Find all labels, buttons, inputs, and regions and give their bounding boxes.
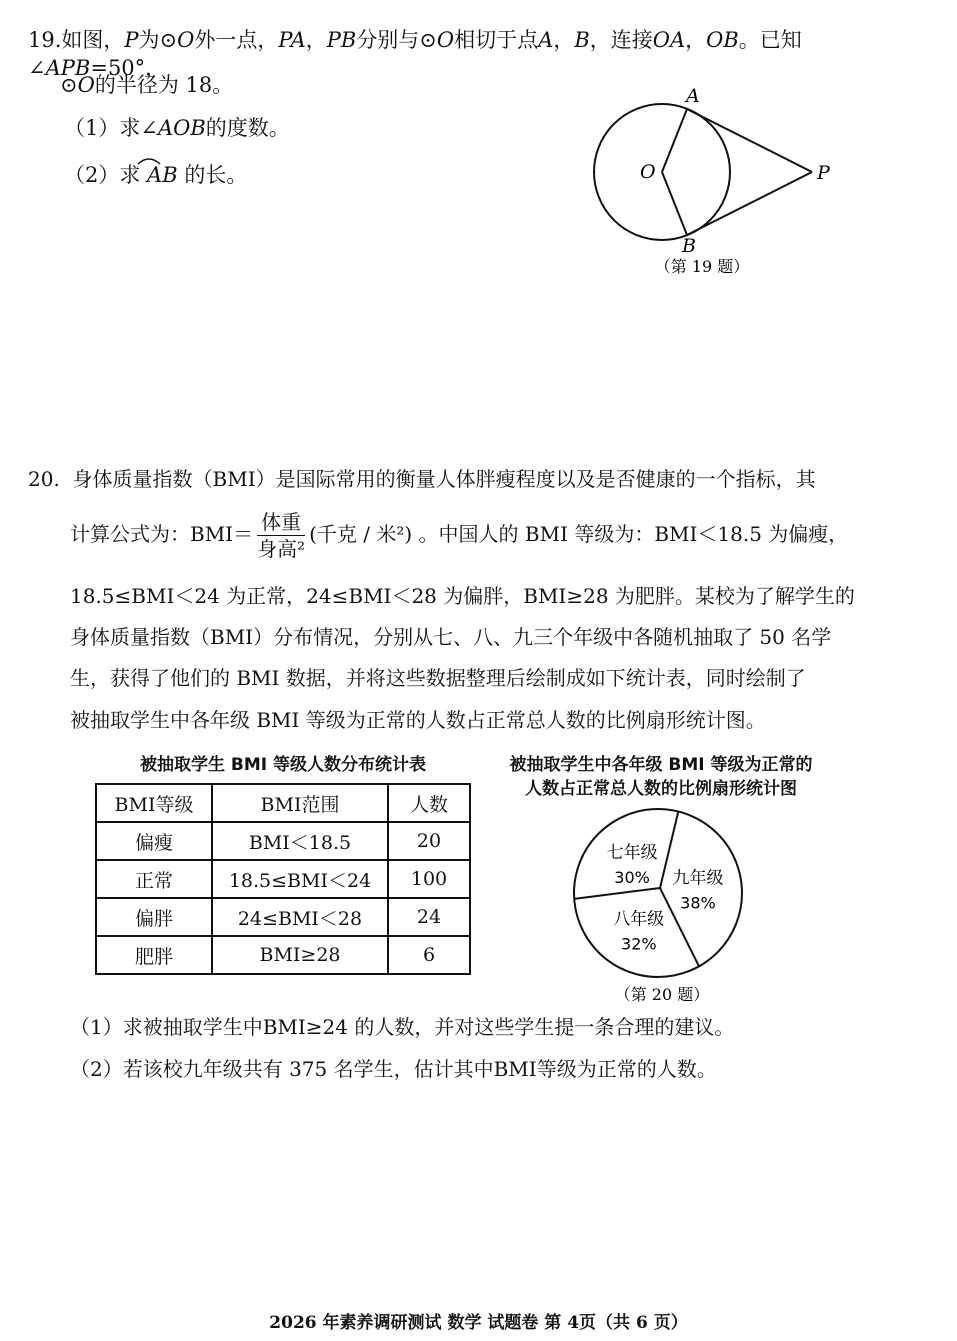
text-fragment: 的长。 [177, 163, 248, 187]
text-fragment: 外一点， [194, 28, 279, 52]
math-variable: O [77, 73, 95, 97]
text-fragment: 如图， [61, 28, 125, 52]
q19-sub2 [64, 161, 247, 189]
q20-line1-text: 身体质量指数（BMI）是国际常用的衡量人体胖瘦程度以及是否健康的一个指标，其 [72, 467, 816, 491]
cell-range: 24≤BMI＜28 [212, 898, 388, 936]
cell-grade: 偏胖 [96, 898, 212, 936]
math-variable: APB [45, 56, 91, 80]
text-fragment: （1）求∠ [64, 116, 158, 140]
math-variable: PA [278, 28, 306, 52]
segment-ob [662, 172, 687, 235]
text-fragment: 相切于点 [454, 28, 539, 52]
math-variable: O [177, 28, 195, 52]
pie-outline [574, 809, 742, 977]
q20-number: 20. [28, 467, 60, 491]
q20-line1 [28, 465, 816, 493]
math-variable: AB [147, 163, 178, 187]
pie-slice-label: 八年级 [613, 909, 665, 930]
q20-caption: （第 20 题） [614, 985, 710, 1004]
cell-count: 24 [388, 898, 470, 936]
math-variable: P [124, 28, 139, 52]
text-fragment: ， [553, 28, 575, 52]
table-row [96, 860, 470, 898]
cell-range: BMI＜18.5 [212, 822, 388, 860]
q20-line6: 被抽取学生中各年级 BMI 等级为正常的人数占正常总人数的比例扇形统计图。 [70, 708, 766, 732]
pie-title-line2: 人数占正常总人数的比例扇形统计图 [525, 779, 797, 799]
pie-chart [560, 800, 760, 1020]
table-title: 被抽取学生 BMI 等级人数分布统计表 [139, 755, 427, 775]
math-variable: O [436, 28, 455, 52]
text-fragment: =50°， [90, 56, 167, 80]
q20-line4: 身体质量指数（BMI）分布情况，分别从七、八、九三个年级中各随机抽取了 50 名学 [70, 625, 832, 649]
pie-slice-value: 32% [621, 934, 657, 954]
math-variable: AOB [157, 116, 206, 140]
q20-line2-prefix: 计算公式为：BMI＝ [70, 522, 254, 546]
pie-slice-label: 九年级 [672, 868, 724, 889]
text-fragment: （2）求 [64, 163, 148, 187]
cell-grade: 偏瘦 [96, 822, 212, 860]
q20-line3: 18.5≤BMI＜24 为正常，24≤BMI＜28 为偏胖，BMI≥28 为肥胖。某校为了解学生的 [70, 584, 855, 608]
pie-slice-boundary [574, 888, 660, 899]
label-b: B [682, 235, 696, 257]
text-fragment: ⊙ [60, 73, 78, 97]
pie-slice-value: 30% [614, 868, 650, 888]
tangent-pb [687, 172, 812, 235]
pie-title-line1: 被抽取学生中各年级 BMI 等级为正常的 [509, 755, 813, 775]
label-o: O [640, 161, 656, 183]
page-footer: 2026 年素养调研测试 数学 试题卷 第 4页（共 6 页） [269, 1313, 688, 1333]
pie-slice-value: 38% [680, 893, 716, 913]
table-row [96, 936, 470, 974]
math-variable: OB [706, 28, 739, 52]
text-fragment: 。已知∠ [28, 28, 802, 80]
q19-sub1 [64, 114, 290, 142]
cell-count: 100 [388, 860, 470, 898]
text-fragment: ， [305, 28, 327, 52]
cell-range: 18.5≤BMI＜24 [212, 860, 388, 898]
formula-denominator: 身高² [257, 537, 306, 561]
cell-count: 6 [388, 936, 470, 974]
q19-sub2-text [64, 163, 247, 187]
formula-numerator: 体重 [257, 510, 305, 536]
q19-stem-line2 [60, 71, 233, 99]
math-variable: B [574, 28, 590, 52]
q19-arc-mark [136, 155, 162, 165]
q20-sub2: （2）若该校九年级共有 375 名学生，估计其中BMI等级为正常的人数。 [70, 1057, 717, 1081]
q19-figure [580, 80, 850, 285]
text-fragment: 为⊙ [138, 28, 178, 52]
bmi-formula [257, 510, 305, 561]
q20-sub1: （1）求被抽取学生中BMI≥24 的人数，并对这些学生提一条合理的建议。 [70, 1015, 735, 1039]
q19-caption: （第 19 题） [654, 257, 750, 276]
cell-range: BMI≥28 [212, 936, 388, 974]
text-fragment: ，连接 [589, 28, 653, 52]
text-fragment: ， [685, 28, 707, 52]
math-variable: OA [652, 28, 686, 52]
table-header-row [96, 784, 470, 822]
text-fragment: 的度数。 [205, 116, 290, 140]
header-grade: BMI等级 [96, 784, 212, 822]
header-range: BMI范围 [212, 784, 388, 822]
tangent-pa [687, 109, 812, 172]
bmi-table [95, 783, 471, 975]
q20-line5: 生，获得了他们的 BMI 数据，并将这些数据整理后绘制成如下统计表，同时绘制了 [70, 666, 806, 690]
math-variable: A [538, 28, 554, 52]
q20-line2-suffix: (千克 / 米²) 。中国人的 BMI 等级为：BMI＜18.5 为偏瘦， [309, 522, 849, 546]
text-fragment: 分别与⊙ [356, 28, 437, 52]
segment-oa [662, 109, 687, 172]
pie-slice-label: 七年级 [606, 843, 658, 864]
label-a: A [686, 85, 700, 107]
math-variable: PB [326, 28, 357, 52]
label-p: P [817, 162, 830, 184]
cell-count: 20 [388, 822, 470, 860]
table-row [96, 898, 470, 936]
text-fragment: 的半径为 18。 [94, 73, 234, 97]
table-row [96, 822, 470, 860]
q20-formula-line [70, 510, 848, 561]
header-count: 人数 [388, 784, 470, 822]
cell-grade: 肥胖 [96, 936, 212, 974]
q19-number: 19. [28, 28, 62, 52]
cell-grade: 正常 [96, 860, 212, 898]
